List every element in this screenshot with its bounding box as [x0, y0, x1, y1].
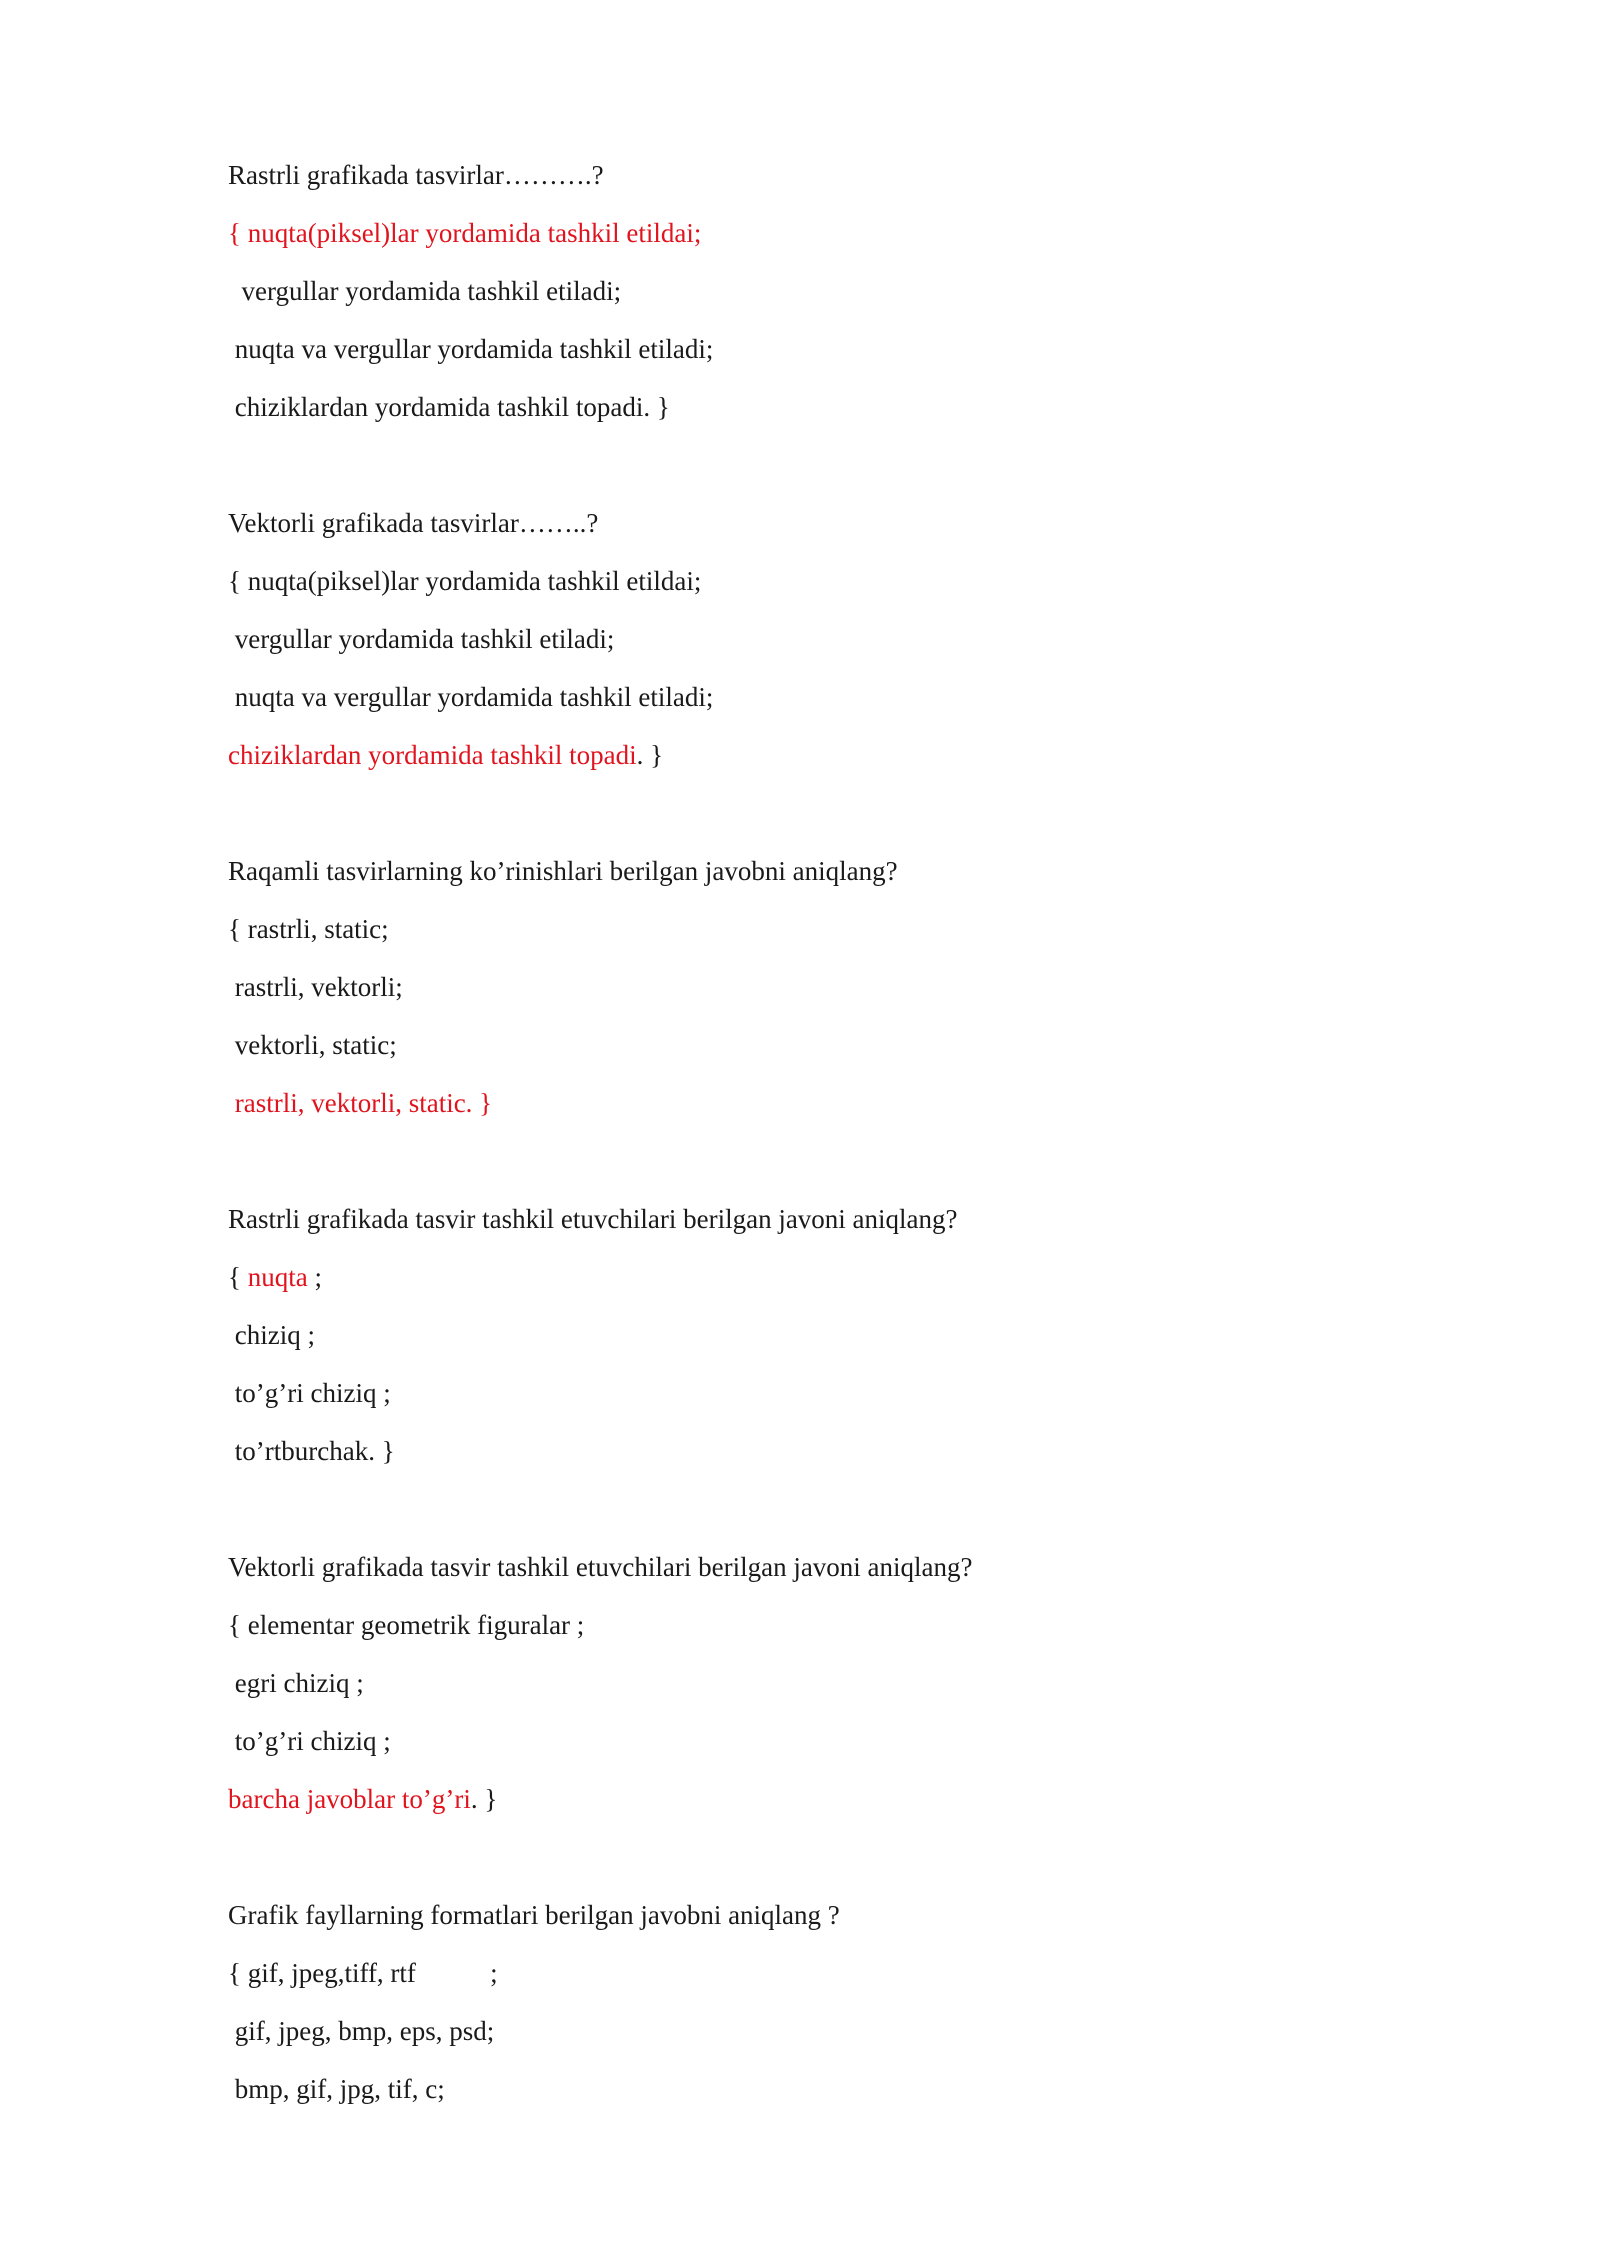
- question-block: [228, 146, 1408, 436]
- correct-answer-text: chiziklardan yordamida tashkil topadi: [228, 740, 637, 770]
- answer-option: [228, 726, 1408, 784]
- answer-text: bmp, gif, jpg, tif, c;: [228, 2074, 445, 2104]
- answer-option: [228, 1596, 1408, 1654]
- answer-text: gif, jpeg, bmp, eps, psd;: [228, 2016, 495, 2046]
- answer-option: [228, 1654, 1408, 1712]
- answer-option: [228, 1712, 1408, 1770]
- answer-option: [228, 378, 1408, 436]
- answer-text: ;: [307, 1262, 322, 1292]
- answer-option: [228, 668, 1408, 726]
- answer-text: chiziklardan yordamida tashkil topadi. }: [228, 392, 670, 422]
- answer-option: [228, 1074, 1408, 1132]
- answer-option: [228, 1364, 1408, 1422]
- answer-option: [228, 204, 1408, 262]
- answer-text: {: [228, 1262, 248, 1292]
- answer-option: [228, 2002, 1408, 2060]
- answer-text: to’rtburchak. }: [228, 1436, 395, 1466]
- answer-text: vergullar yordamida tashkil etiladi;: [228, 624, 615, 654]
- question-block: [228, 1538, 1408, 1828]
- answer-text: to’g’ri chiziq ;: [228, 1726, 391, 1756]
- question-block: [228, 494, 1408, 784]
- answer-option: [228, 1422, 1408, 1480]
- question-text: Grafik fayllarning formatlari berilgan javobni aniqlang ?: [228, 1900, 840, 1930]
- answer-text: { gif, jpeg,tiff, rtf ;: [228, 1958, 498, 1988]
- answer-option: [228, 262, 1408, 320]
- correct-answer-text: nuqta: [247, 1262, 308, 1292]
- answer-option: [228, 900, 1408, 958]
- answer-text: { nuqta(piksel)lar yordamida tashkil etildai;: [228, 566, 702, 596]
- answer-option: [228, 1944, 1408, 2002]
- question-text: Vektorli grafikada tasvirlar……..?: [228, 508, 599, 538]
- question-block: [228, 1190, 1408, 1480]
- answer-text: chiziq ;: [228, 1320, 315, 1350]
- answer-text: nuqta va vergullar yordamida tashkil etiladi;: [228, 334, 714, 364]
- answer-option: [228, 2060, 1408, 2118]
- answer-option: [228, 1248, 1408, 1306]
- answer-text: { rastrli, static;: [228, 914, 389, 944]
- question-text: Rastrli grafikada tasvir tashkil etuvchilari berilgan javoni aniqlang?: [228, 1204, 958, 1234]
- answer-option: [228, 320, 1408, 378]
- question-block: [228, 842, 1408, 1132]
- answer-text: rastrli, vektorli;: [228, 972, 403, 1002]
- answer-text: { elementar geometrik figuralar ;: [228, 1610, 585, 1640]
- answer-option: [228, 610, 1408, 668]
- answer-text: vektorli, static;: [228, 1030, 397, 1060]
- quiz-content: [228, 146, 1408, 2176]
- correct-answer-text: barcha javoblar to’g’ri: [228, 1784, 471, 1814]
- answer-option: [228, 1306, 1408, 1364]
- question-text: Vektorli grafikada tasvir tashkil etuvchilari berilgan javoni aniqlang?: [228, 1552, 973, 1582]
- answer-option: [228, 1770, 1408, 1828]
- answer-text: vergullar yordamida tashkil etiladi;: [228, 276, 622, 306]
- answer-text: nuqta va vergullar yordamida tashkil etiladi;: [228, 682, 714, 712]
- answer-text: egri chiziq ;: [228, 1668, 364, 1698]
- answer-text: . }: [470, 1784, 498, 1814]
- answer-text: . }: [636, 740, 664, 770]
- question-block: [228, 1886, 1408, 2118]
- answer-text: to’g’ri chiziq ;: [228, 1378, 391, 1408]
- correct-answer-text: rastrli, vektorli, static. }: [228, 1088, 493, 1118]
- answer-option: [228, 552, 1408, 610]
- question-text: Raqamli tasvirlarning ko’rinishlari berilgan javobni aniqlang?: [228, 856, 898, 886]
- question-text: Rastrli grafikada tasvirlar……….?: [228, 160, 604, 190]
- answer-option: [228, 1016, 1408, 1074]
- answer-option: [228, 958, 1408, 1016]
- correct-answer-text: { nuqta(piksel)lar yordamida tashkil etildai;: [228, 218, 702, 248]
